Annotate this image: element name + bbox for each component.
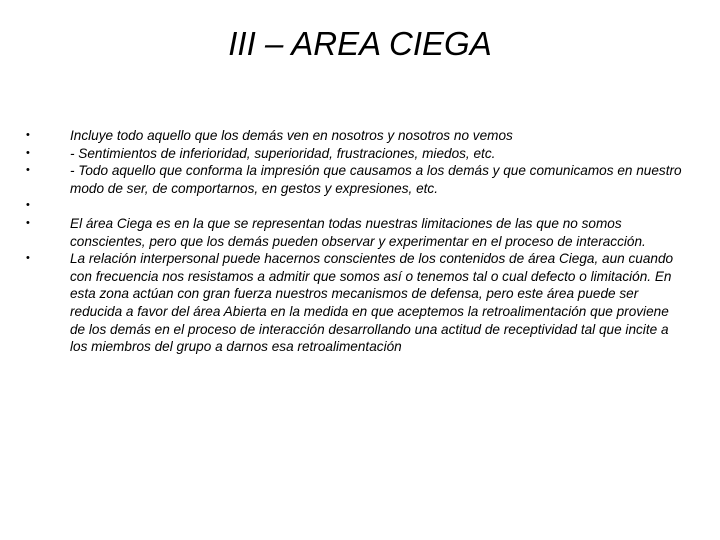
bullet-icon: • <box>26 164 30 177</box>
bullet-icon: • <box>26 199 30 212</box>
bullet-text: - Sentimientos de inferioridad, superioridad, frustraciones, miedos, etc. <box>70 145 496 161</box>
bullet-icon: • <box>26 146 30 159</box>
bullet-item <box>26 250 686 356</box>
bullet-text: La relación interpersonal puede hacernos conscientes de los contenidos de área Ciega, aun cuando con frecuencia nos resistamos a admitir que somos así o tenemos tal o cual defecto o limitación. En esta zona actúan con gran fuerza nuestros mecanismos de defensa, pero este área puede ser reducida a favor del área Abierta en la medida en que aceptemos la retroalimentación que proviene de los demás en el proceso de interacción desarrollando una actitud de receptividad tal que incite a los miembros del grupo a darnos esa retroalimentación <box>70 251 674 355</box>
bullet-icon: • <box>26 216 30 229</box>
bullet-icon: • <box>26 129 30 141</box>
bullet-text: El área Ciega es en la que se representan todas nuestras limitaciones de las que no somos conscientes, pero que los demás pueden observar y experimentar en el proceso de interacción. <box>70 215 646 249</box>
bullet-text: - Todo aquello que conforma la impresión que causamos a los demás y que comunicamos en nuestro modo de ser, de comportarnos, en gestos y expresiones, etc. <box>70 163 682 196</box>
bullet-list <box>26 127 686 356</box>
bullet-item <box>26 162 686 197</box>
bullet-text: Incluye todo aquello que los demás ven en nosotros y nosotros no vemos <box>70 128 513 143</box>
bullet-item <box>26 145 686 163</box>
bullet-item <box>26 215 686 250</box>
bullet-item <box>26 197 686 215</box>
bullet-icon: • <box>26 252 30 265</box>
bullet-item <box>26 127 686 145</box>
slide-title: III – AREA CIEGA <box>228 25 492 62</box>
